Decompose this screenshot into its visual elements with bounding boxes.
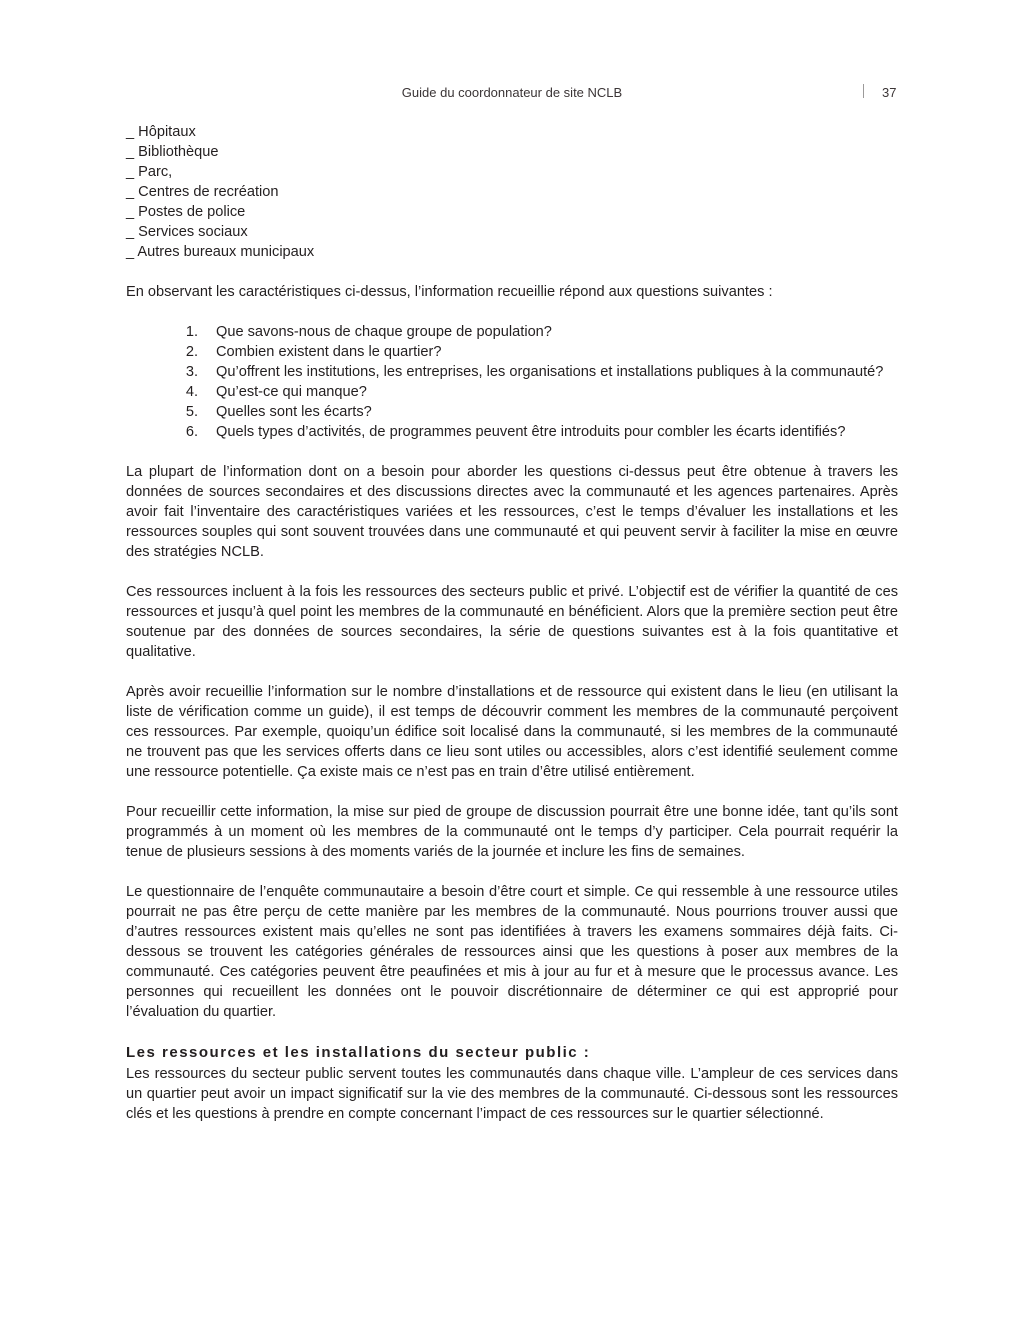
question-text: Combien existent dans le quartier? [216,344,442,360]
question-number: 5. [185,404,198,420]
checklist-item: _ Parc, [126,164,173,180]
question-number: 4. [185,384,198,400]
question-text: Qu’est-ce qui manque? [216,384,367,400]
section-paragraph: Les ressources du secteur public servent toutes les communautés dans chaque ville. L’ampleur de ces services dans un quartier peut avoir un impact significatif sur la vie des membres de la communauté. Ci-dessous sont les ressources clés et les questions à prendre en compte concernant l’impact de ces ressources sur le quartier sélectionné. [126,1066,898,1122]
checklist-item: _ Autres bureaux municipaux [126,244,315,260]
question-text: Que savons-nous de chaque groupe de population? [216,324,552,340]
checklist-item: _ Postes de police [126,204,246,220]
question-item [126,322,898,342]
question-number: 1. [185,324,198,340]
checklist-item: _ Centres de recréation [126,184,279,200]
question-text: Quelles sont les écarts? [216,404,372,420]
body-paragraph: La plupart de l’information dont on a besoin pour aborder les questions ci-dessus peut être obtenue à travers les données de sources secondaires et des discussions directes avec la communauté et les agences partenaires. Après avoir fait l’inventaire des caractéristiques variées et les ressources, c’est le temps d’évaluer les installations et les ressources souples qui sont souvent trouvées dans une communauté et qui peuvent servir à faciliter la mise en œuvre des stratégies NCLB. [126,464,898,560]
page-header [0,84,1024,102]
body-paragraph: Après avoir recueillie l’information sur le nombre d’installations et de ressource qui existent dans le lieu (en utilisant la liste de vérification comme un guide), il est temps de découvrir comment les membres de la communauté perçoivent ces ressources. Par exemple, quoiqu’un édifice soit localisé dans la communauté, si les membres de la communauté ne trouvent pas que les services offerts dans ce lieu sont utiles ou accessibles, alors c’est identifié seulement comme une ressource potentielle. Ça existe mais ce n’est pas en train d’être utilisé entièrement. [126,684,898,780]
question-text: Quels types d’activités, de programmes peuvent être introduits pour combler les écarts identifiés? [216,424,846,440]
question-text: Qu’offrent les institutions, les entreprises, les organisations et installations publiques à la communauté? [216,364,884,380]
question-item [126,362,898,382]
page-body [126,122,898,1124]
intro-paragraph: En observant les caractéristiques ci-dessus, l’information recueillie répond aux questions suivantes : [126,284,773,300]
question-item [126,402,898,422]
page-number: 37 [882,85,897,100]
question-number: 6. [185,424,198,440]
checklist-item: _ Bibliothèque [126,144,219,160]
question-list [126,322,898,442]
running-header-title: Guide du coordonnateur de site NCLB [401,85,623,100]
checklist-item: _ Services sociaux [126,224,248,240]
question-item [126,342,898,362]
body-paragraph: Pour recueillir cette information, la mise sur pied de groupe de discussion pourrait être une bonne idée, tant qu’ils sont programmés à un moment où les membres de la communauté ont le temps d’y participer. Cela pourrait requérir la tenue de plusieurs sessions à des moments variés de la journée et inclure les fins de semaines. [126,804,898,860]
question-number: 2. [185,344,198,360]
body-paragraph: Ces ressources incluent à la fois les ressources des secteurs public et privé. L’objectif est de vérifier la quantité de ces ressources et jusqu’à quel point les membres de la communauté en bénéficient. Alors que la première section peut être soutenue par des données de sources secondaires, la série de questions suivantes est à la fois quantitative et qualitative. [126,584,898,660]
question-number: 3. [185,364,198,380]
header-divider [863,84,864,98]
question-item [126,382,898,402]
question-item [126,422,898,442]
checklist-item: _ Hôpitaux [126,124,196,140]
body-paragraph: Le questionnaire de l’enquête communautaire a besoin d’être court et simple. Ce qui ressemble à une ressource utiles pourrait ne pas être perçu de cette manière par les membres de la communauté. Nous pourrions trouver aussi que d’autres ressources existent mais qu’elles ne sont pas identifiées à travers les examens sommaires déjà faits. Ci-dessous se trouvent les catégories générales de ressources ainsi que les questions à poser aux membres de la communauté. Ces catégories peuvent être peaufinées et mis à jour au fur et à mesure que le processus avance. Les personnes qui recueillent les données ont le pouvoir discrétionnaire de déterminer ce qui est approprié pour l’évaluation du quartier. [126,884,898,1020]
section-heading: Les ressources et les installations du secteur public : [126,1044,591,1061]
facility-checklist [126,122,898,262]
